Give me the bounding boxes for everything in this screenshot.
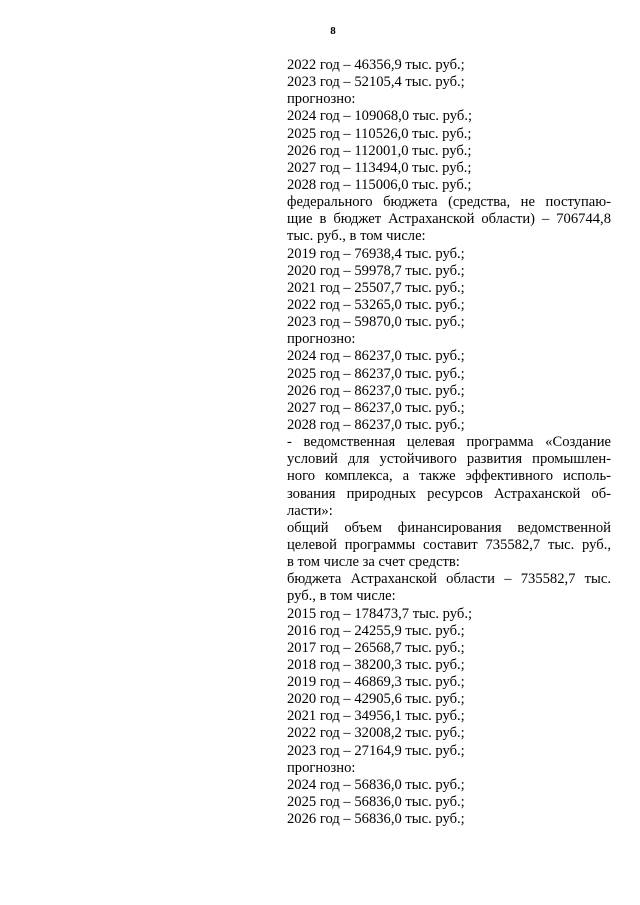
text-line: 2026 год – 112001,0 тыс. руб.; [287, 142, 472, 159]
document-text-column [287, 57, 611, 828]
text-line: 2028 год – 86237,0 тыс. руб.; [287, 416, 465, 433]
text-line: 2025 год – 86237,0 тыс. руб.; [287, 365, 465, 382]
text-line: ласти»: [287, 502, 333, 519]
text-line: 2020 год – 59978,7 тыс. руб.; [287, 262, 465, 279]
text-line: в том числе за счет средств: [287, 554, 460, 571]
text-line: федерального бюджета (средства, не поступаю- [287, 194, 611, 211]
text-line: 2017 год – 26568,7 тыс. руб.; [287, 639, 465, 656]
text-line: 2016 год – 24255,9 тыс. руб.; [287, 622, 465, 639]
text-line: - ведомственная целевая программа «Создание [287, 434, 611, 451]
text-line: 2027 год – 113494,0 тыс. руб.; [287, 159, 472, 176]
text-line: общий объем финансирования ведомственной [287, 519, 611, 536]
text-line: 2015 год – 178473,7 тыс. руб.; [287, 605, 473, 622]
text-line: 2022 год – 46356,9 тыс. руб.; [287, 57, 465, 73]
text-line: тыс. руб., в том числе: [287, 228, 426, 245]
text-line: прогнозно: [287, 91, 356, 108]
text-line: 2026 год – 56836,0 тыс. руб.; [287, 811, 465, 828]
text-line: условий для устойчивого развития промышлен- [287, 451, 611, 468]
text-line: 2025 год – 56836,0 тыс. руб.; [287, 794, 465, 811]
text-line: зования природных ресурсов Астраханской об- [287, 485, 611, 502]
text-line: 2020 год – 42905,6 тыс. руб.; [287, 691, 465, 708]
text-line: 2023 год – 27164,9 тыс. руб.; [287, 742, 465, 759]
text-line: бюджета Астраханской области – 735582,7 тыс. [287, 571, 611, 588]
text-line: целевой программы составит 735582,7 тыс. руб., [287, 536, 611, 553]
text-line: 2027 год – 86237,0 тыс. руб.; [287, 399, 465, 416]
text-line: 2019 год – 76938,4 тыс. руб.; [287, 245, 465, 262]
text-line: щие в бюджет Астраханской области) – 706744,8 [287, 211, 611, 228]
text-line: 2026 год – 86237,0 тыс. руб.; [287, 382, 465, 399]
text-line: 2018 год – 38200,3 тыс. руб.; [287, 656, 465, 673]
text-line: прогнозно: [287, 759, 356, 776]
text-line: 2021 год – 25507,7 тыс. руб.; [287, 279, 465, 296]
text-line: 2023 год – 52105,4 тыс. руб.; [287, 74, 465, 91]
text-line: 2024 год – 56836,0 тыс. руб.; [287, 776, 465, 793]
text-line: 2021 год – 34956,1 тыс. руб.; [287, 708, 465, 725]
text-line: 2023 год – 59870,0 тыс. руб.; [287, 314, 465, 331]
text-line: 2019 год – 46869,3 тыс. руб.; [287, 674, 465, 691]
page-number: 8 [330, 25, 336, 37]
text-line: 2022 год – 53265,0 тыс. руб.; [287, 296, 465, 313]
text-line: ного комплекса, а также эффективного исполь- [287, 468, 611, 485]
text-line: 2028 год – 115006,0 тыс. руб.; [287, 176, 472, 193]
text-line: руб., в том числе: [287, 588, 396, 605]
text-line: 2024 год – 109068,0 тыс. руб.; [287, 108, 473, 125]
text-line: 2022 год – 32008,2 тыс. руб.; [287, 725, 465, 742]
text-line: прогнозно: [287, 331, 356, 348]
text-line: 2025 год – 110526,0 тыс. руб.; [287, 125, 472, 142]
text-line: 2024 год – 86237,0 тыс. руб.; [287, 348, 465, 365]
